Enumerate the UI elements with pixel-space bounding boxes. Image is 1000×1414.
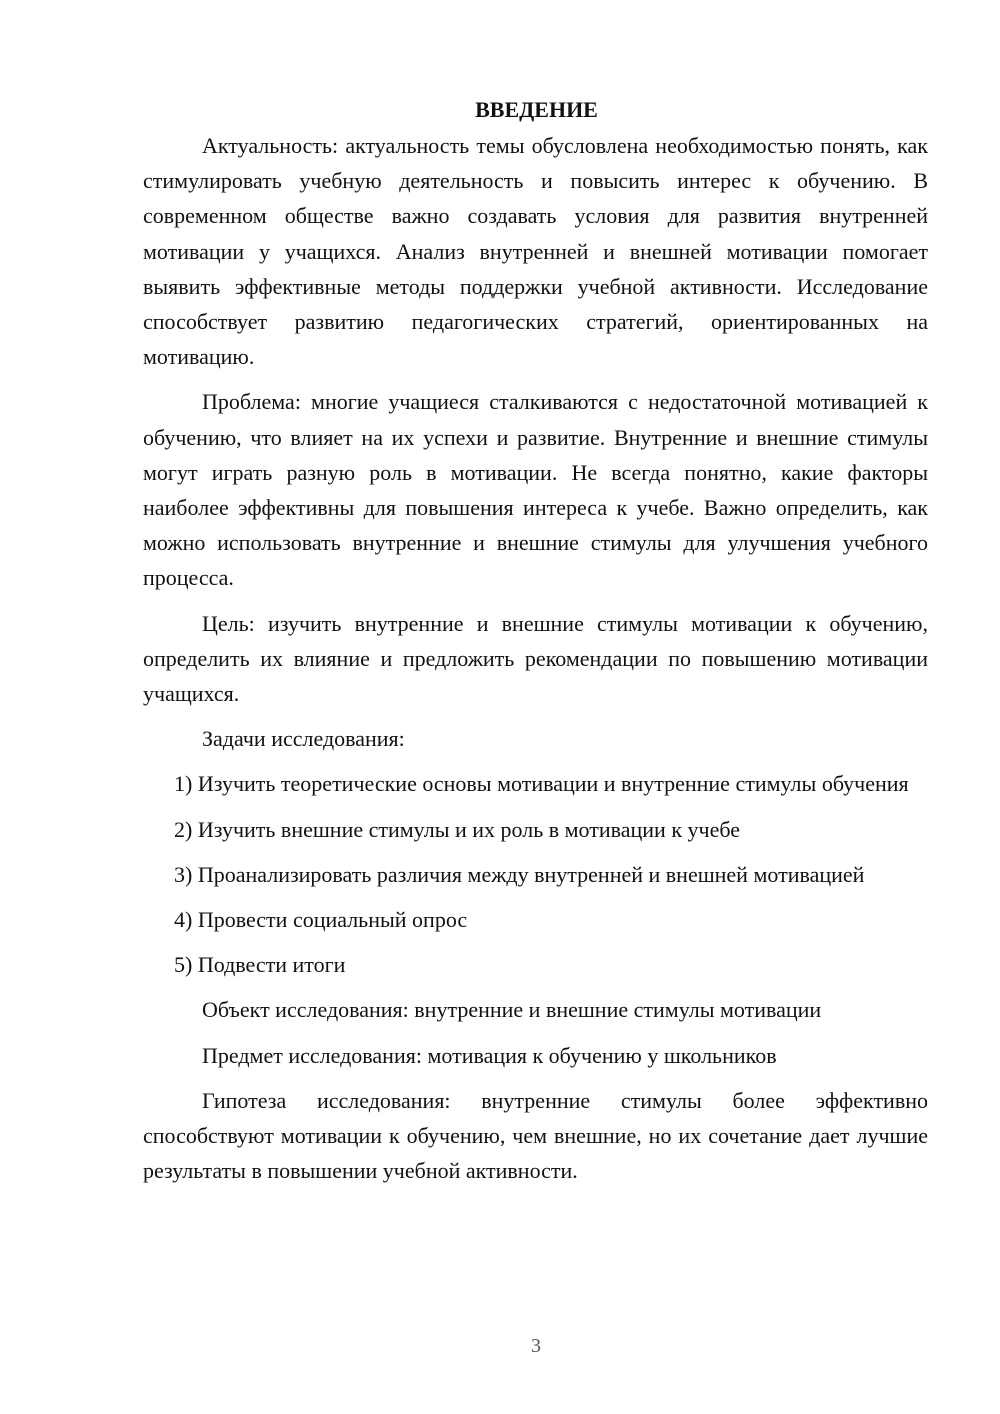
paragraph-subject: Предмет исследования: мотивация к обучению у школьников bbox=[202, 1042, 777, 1068]
task-item-5: 5) Подвести итоги bbox=[174, 952, 346, 978]
paragraph-object: Объект исследования: внутренние и внешние стимулы мотивации bbox=[202, 997, 822, 1023]
section-title: ВВЕДЕНИЕ bbox=[475, 97, 598, 122]
paragraph-relevance: Актуальность: актуальность темы обусловлена необходимостью понять, как стимулировать учебную деятельность и повысить интерес к обучению. В современном обществе важно создавать условия для развития внутренней мотивации у учащихся. Анализ внутренней и внешней мотивации помогает выявить эффективные методы поддержки учебной активности. Исследование способствует развитию педагогических стратегий, ориентированных на мотивацию. bbox=[143, 133, 928, 370]
task-item-3: 3) Проанализировать различия между внутренней и внешней мотивацией bbox=[174, 861, 865, 887]
tasks-heading: Задачи исследования: bbox=[202, 726, 405, 752]
page-number: 3 bbox=[531, 1335, 541, 1357]
document-page bbox=[143, 92, 928, 1198]
paragraph-goal: Цель: изучить внутренние и внешние стимулы мотивации к обучению, определить их влияние и предложить рекомендации по повышению мотивации учащихся. bbox=[143, 610, 928, 707]
task-item-1: 1) Изучить теоретические основы мотивации и внутренние стимулы обучения bbox=[174, 771, 909, 797]
task-item-4: 4) Провести социальный опрос bbox=[174, 907, 468, 933]
paragraph-problem: Проблема: многие учащиеся сталкиваются с недостаточной мотивацией к обучению, что влияет на их успехи и развитие. Внутренние и внешние стимулы могут играть разную роль в мотивации. Не всегда понятно, какие факторы наиболее эффективны для повышения интереса к учебе. Важно определить, как можно использовать внутренние и внешние стимулы для улучшения учебного процесса. bbox=[143, 389, 928, 591]
paragraph-hypothesis: Гипотеза исследования: внутренние стимулы более эффективно способствуют мотивации к обучению, чем внешние, но их сочетание дает лучшие результаты в повышении учебной активности. bbox=[143, 1087, 928, 1184]
task-item-2: 2) Изучить внешние стимулы и их роль в мотивации к учебе bbox=[174, 816, 741, 842]
